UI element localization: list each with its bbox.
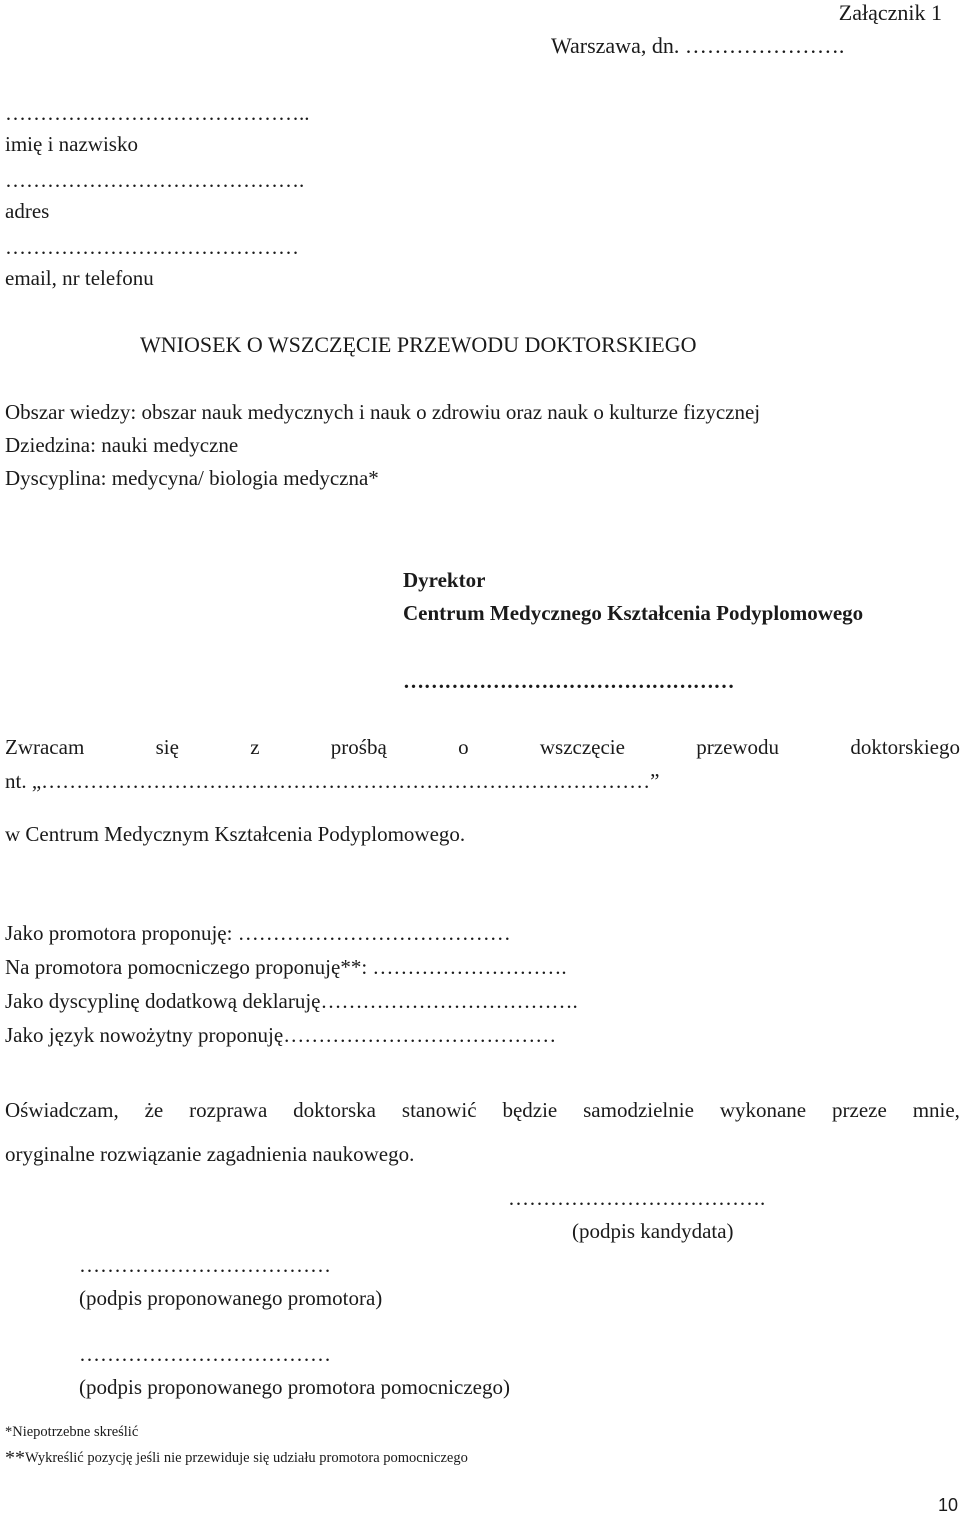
declaration-word: będzie — [502, 1098, 558, 1122]
aux-promoter-signature-label: (podpis proponowanego promotora pomocniczego) — [79, 1375, 510, 1399]
aux-promoter-signature-dots: ……………………………… — [79, 1342, 331, 1366]
declaration-word: że — [144, 1098, 164, 1122]
address-label: adres — [5, 199, 50, 223]
language-proposal: Jako język nowożytny proponuję………………………………… — [5, 1023, 557, 1047]
footnote-2-mark: ** — [5, 1447, 25, 1469]
footnote-1: *Niepotrzebne skreślić — [5, 1424, 139, 1440]
address-dots: ……………………………………. — [5, 168, 305, 192]
field: Dziedzina: nauki medyczne — [5, 433, 239, 457]
name-label: imię i nazwisko — [5, 132, 138, 156]
institution-line: w Centrum Medycznym Kształcenia Podyplomowego. — [5, 822, 466, 846]
declaration-word: Oświadczam, — [5, 1098, 119, 1122]
request-word: prośbą — [330, 735, 387, 759]
request-word: z — [250, 735, 260, 759]
knowledge-area: Obszar wiedzy: obszar nauk medycznych i nauk o zdrowiu oraz nauk o kulturze fizycznej — [5, 400, 761, 424]
footnote-2-text: Wykreślić pozycję jeśli nie przewiduje się udziału promotora pomocniczego — [25, 1450, 468, 1466]
declaration-word: doktorska — [293, 1098, 376, 1122]
place-date: Warszawa, dn. …………………. — [551, 33, 845, 58]
contact-dots: …………………………………… — [5, 235, 299, 259]
contact-label: email, nr telefonu — [5, 266, 154, 290]
addressee-dots: ………………………………………… — [403, 669, 735, 693]
addressee-title: Dyrektor — [403, 568, 486, 592]
request-word: się — [155, 735, 179, 759]
request-word: o — [458, 735, 469, 759]
request-word: doktorskiego — [850, 735, 960, 759]
declaration-word: wykonane — [719, 1098, 807, 1122]
aux-promoter-proposal: Na promotora pomocniczego proponuję**: ………………………. — [5, 955, 567, 979]
promoter-signature-dots: ……………………………… — [79, 1253, 331, 1277]
declaration-line — [5, 1100, 960, 1121]
topic-line: nt. „……………………………………………………………………………” — [5, 769, 660, 793]
footnote-2 — [5, 1448, 468, 1468]
discipline: Dyscyplina: medycyna/ biologia medyczna* — [5, 466, 379, 490]
declaration-word: rozprawa — [189, 1098, 268, 1122]
declaration-line-2: oryginalne rozwiązanie zagadnienia naukowego. — [5, 1142, 415, 1166]
document-title: WNIOSEK O WSZCZĘCIE PRZEWODU DOKTORSKIEGO — [140, 332, 697, 357]
request-line — [5, 737, 960, 758]
name-dots: …………………………………….. — [5, 101, 310, 125]
addressee-institution: Centrum Medycznego Kształcenia Podyplomowego — [403, 601, 864, 625]
promoter-signature-label: (podpis proponowanego promotora) — [79, 1286, 383, 1310]
attachment-label: Załącznik 1 — [838, 0, 942, 25]
declaration-word: samodzielnie — [583, 1098, 694, 1122]
declaration-word: przeze — [832, 1098, 887, 1122]
request-word: przewodu — [696, 735, 780, 759]
request-word: Zwracam — [5, 735, 85, 759]
candidate-signature-label: (podpis kandydata) — [572, 1219, 734, 1243]
extra-discipline: Jako dyscyplinę dodatkową deklaruję………………………………. — [5, 989, 578, 1013]
page-number: 10 — [937, 1495, 958, 1515]
request-word: wszczęcie — [539, 735, 625, 759]
promoter-proposal: Jako promotora proponuję: ………………………………… — [5, 921, 511, 945]
declaration-word: mnie, — [912, 1098, 960, 1122]
candidate-signature-dots: ………………………………. — [508, 1186, 766, 1210]
declaration-word: stanowić — [401, 1098, 477, 1122]
